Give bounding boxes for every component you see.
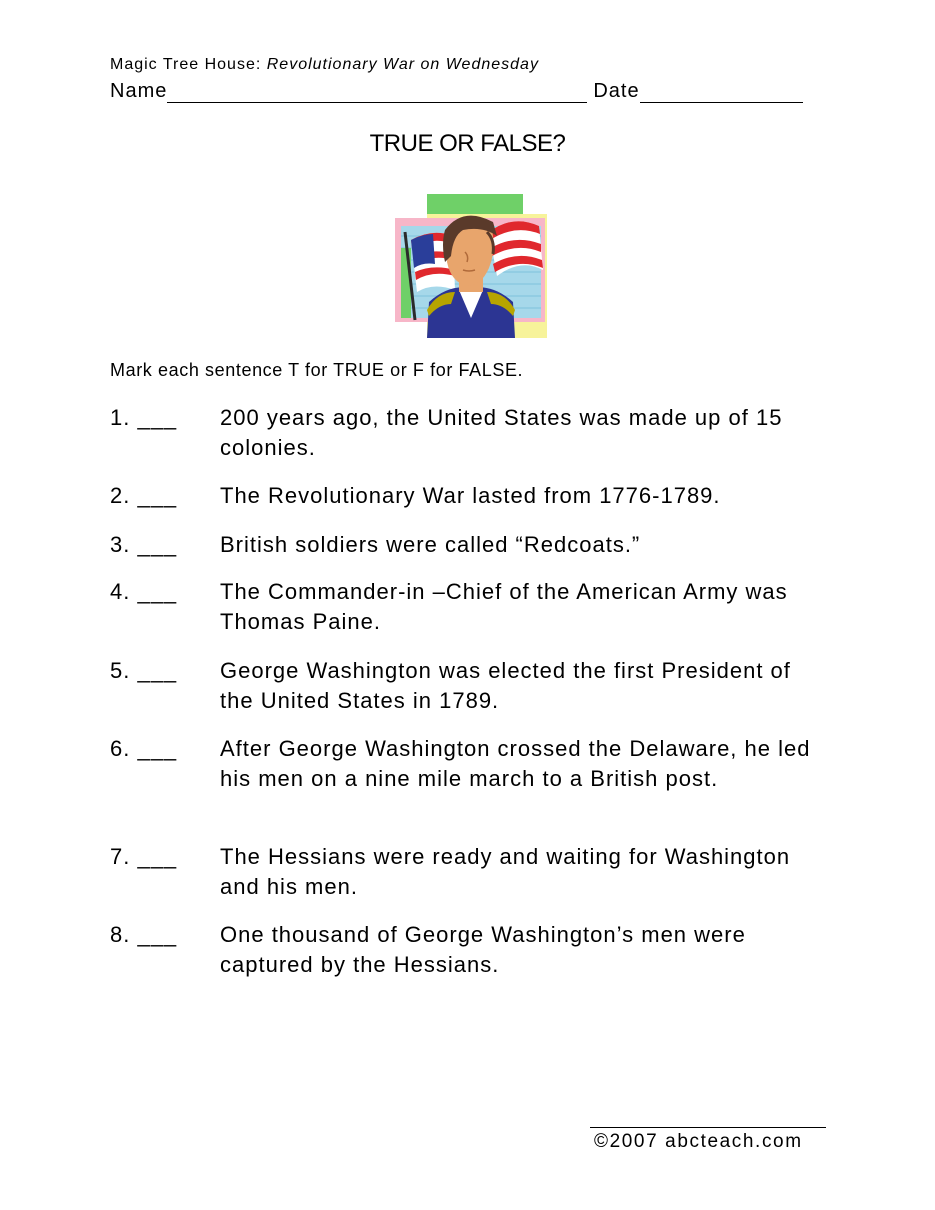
name-blank[interactable] (167, 82, 587, 103)
question-number[interactable]: 8. ___ (110, 922, 178, 947)
footer-divider (590, 1127, 826, 1128)
date-blank[interactable] (640, 82, 803, 103)
question-text: The Revolutionary War lasted from 1776-1789. (220, 483, 721, 508)
name-date-line (110, 80, 803, 103)
question-number[interactable]: 5. ___ (110, 658, 178, 683)
question-number[interactable]: 3. ___ (110, 532, 178, 557)
question-number[interactable]: 7. ___ (110, 844, 178, 869)
george-washington-flag-clipart-icon (393, 192, 549, 340)
question-text: The Hessians were ready and waiting for Washington and his men. (220, 844, 791, 899)
copyright-notice: ©2007 abcteach.com (594, 1131, 803, 1152)
worksheet-source (110, 56, 539, 74)
name-label: Name (110, 80, 168, 102)
series-name: Magic Tree House: (110, 56, 267, 73)
question-number[interactable]: 4. ___ (110, 579, 178, 604)
question-text: After George Washington crossed the Delaware, he led his men on a nine mile march to a British post. (220, 736, 811, 791)
question-text: The Commander-in –Chief of the American Army was Thomas Paine. (220, 579, 788, 634)
question-text: British soldiers were called “Redcoats.” (220, 532, 641, 557)
date-label: Date (593, 80, 640, 102)
question-text: One thousand of George Washington’s men were captured by the Hessians. (220, 922, 746, 977)
book-title: Revolutionary War on Wednesday (266, 56, 539, 73)
page-title: TRUE OR FALSE? (369, 130, 566, 157)
question-number[interactable]: 2. ___ (110, 483, 178, 508)
question-number[interactable]: 1. ___ (110, 405, 178, 430)
question-number[interactable]: 6. ___ (110, 736, 178, 761)
question-text: 200 years ago, the United States was made up of 15 colonies. (220, 405, 783, 460)
question-text: George Washington was elected the first President of the United States in 1789. (220, 658, 791, 713)
instructions: Mark each sentence T for TRUE or F for FALSE. (110, 360, 524, 380)
